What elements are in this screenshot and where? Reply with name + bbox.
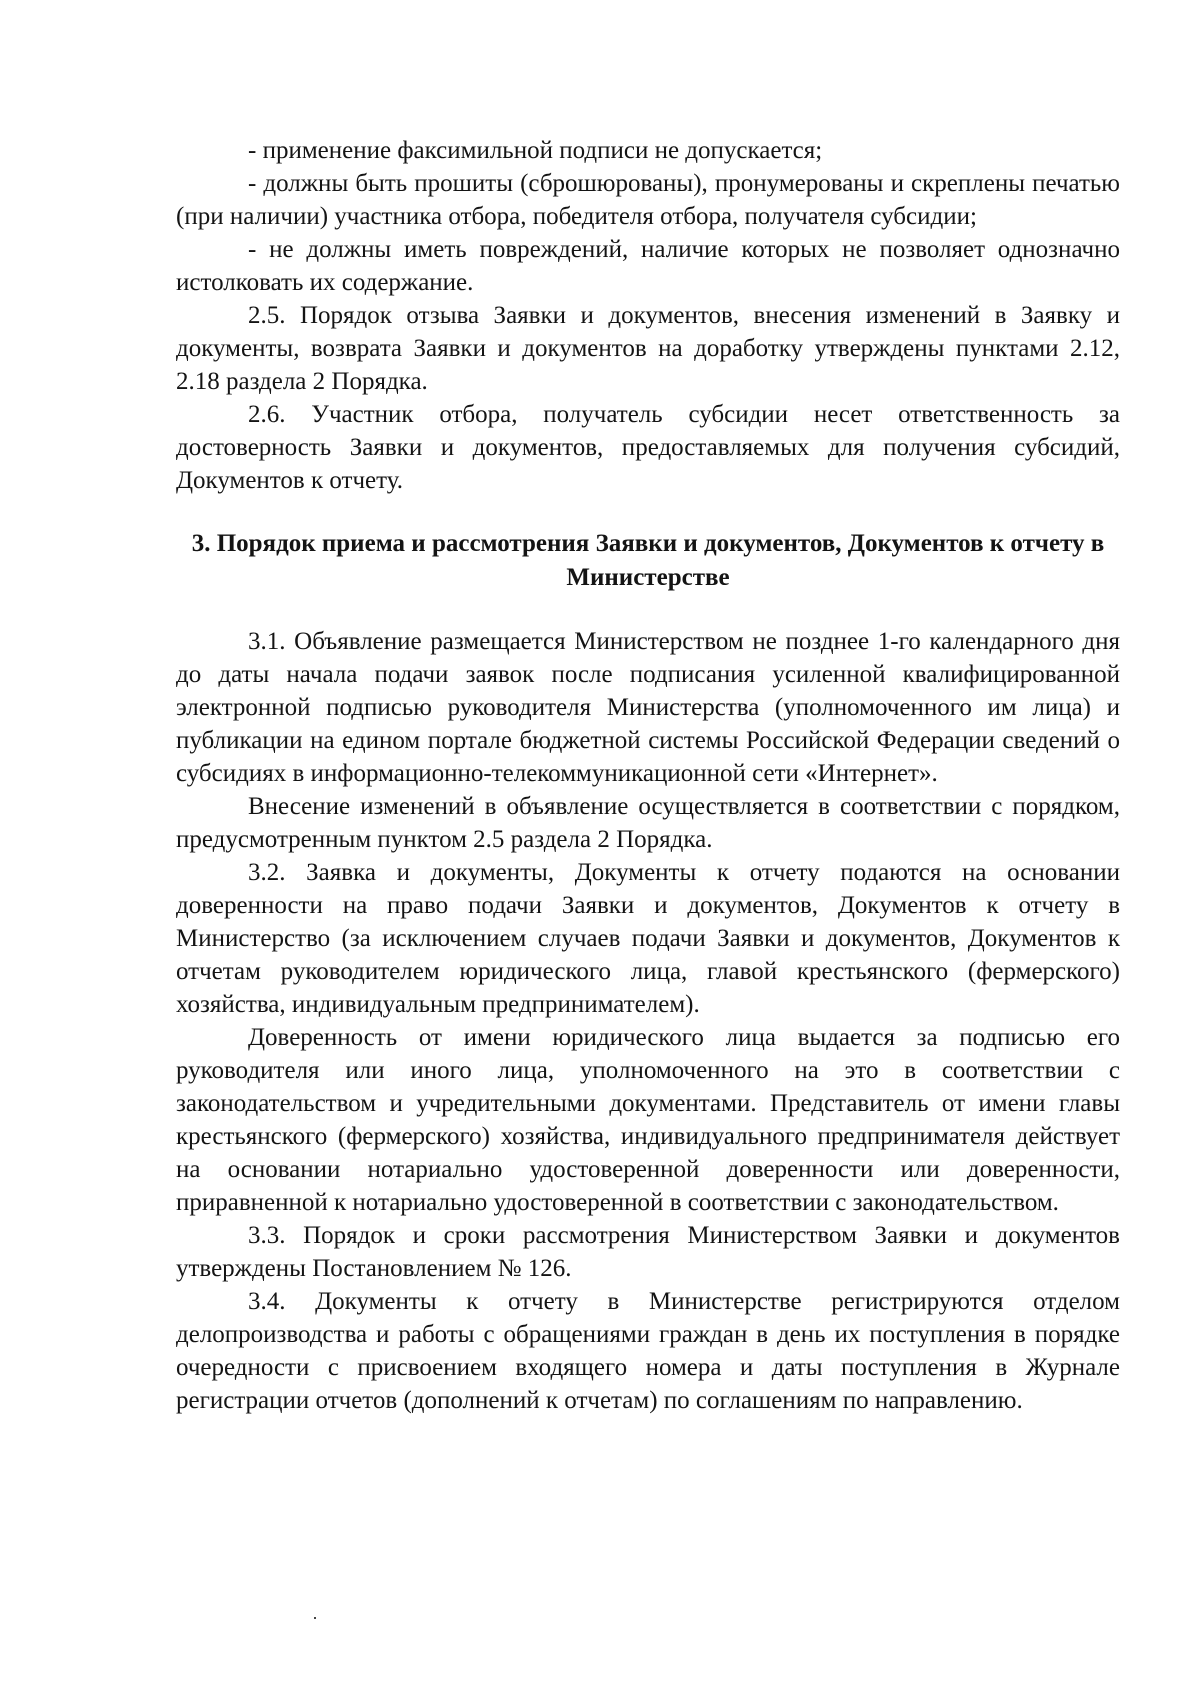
paragraph-bound-numbered: - должны быть прошиты (сброшюрованы), пронумерованы и скреплены печатью (при наличии) участника отбора, победителя отбора, получателя субсидии; [176, 170, 1120, 230]
paragraph-facsimile: - применение факсимильной подписи не допускается; [248, 137, 823, 164]
document-body [176, 134, 1120, 1417]
paragraph-3-2: 3.2. Заявка и документы, Документы к отчету подаются на основании доверенности на право подачи Заявки и документов, Документов к отчету в Министерство (за исключением случаев подачи Заявки и документов, Документов к отчетам руководителем юридического лица, главой крестьянского (фермерского) хозяйства, индивидуальным предпринимателем). [176, 859, 1120, 1018]
paragraph-2-5: 2.5. Порядок отзыва Заявки и документов, внесения изменений в Заявку и документы, возврата Заявки и документов на доработку утверждены пунктами 2.12, 2.18 раздела 2 Порядка. [176, 302, 1120, 395]
paragraph-no-damage: - не должны иметь повреждений, наличие которых не позволяет однозначно истолковать их содержание. [176, 236, 1120, 296]
section-3-title: 3. Порядок приема и рассмотрения Заявки и документов, Документов к отчету в Министерстве [191, 530, 1105, 591]
scan-speck [314, 1617, 316, 1619]
paragraph-2-6: 2.6. Участник отбора, получатель субсидии несет ответственность за достоверность Заявки и документов, предоставляемых для получения субсидий, Документов к отчету. [176, 401, 1120, 494]
paragraph-power-of-attorney: Доверенность от имени юридического лица выдается за подписью его руководителя или иного лица, уполномоченного на это в соответствии с законодательством и учредительными документами. Представитель от имени главы крестьянского (фермерского) хозяйства, индивидуального предпринимателя действует на основании нотариально удостоверенной доверенности или доверенности, приравненной к нотариально удостоверенной в соответствии с законодательством. [176, 1024, 1120, 1216]
paragraph-3-4: 3.4. Документы к отчету в Министерстве регистрируются отделом делопроизводства и работы с обращениями граждан в день их поступления в порядке очередности с присвоением входящего номера и даты поступления в Журнале регистрации отчетов (дополнений к отчетам) по соглашениям по направлению. [176, 1288, 1120, 1414]
paragraph-3-1: 3.1. Объявление размещается Министерством не позднее 1-го календарного дня до даты начала подачи заявок после подписания усиленной квалифицированной электронной подписью руководителя Министерства (уполномоченного им лица) и публикации на едином портале бюджетной системы Российской Федерации сведений о субсидиях в информационно-телекоммуникационной сети «Интернет». [176, 628, 1120, 787]
paragraph-3-3: 3.3. Порядок и сроки рассмотрения Министерством Заявки и документов утверждены Постановлением № 126. [176, 1222, 1120, 1282]
paragraph-announcement-changes: Внесение изменений в объявление осуществляется в соответствии с порядком, предусмотренным пунктом 2.5 раздела 2 Порядка. [176, 793, 1120, 853]
